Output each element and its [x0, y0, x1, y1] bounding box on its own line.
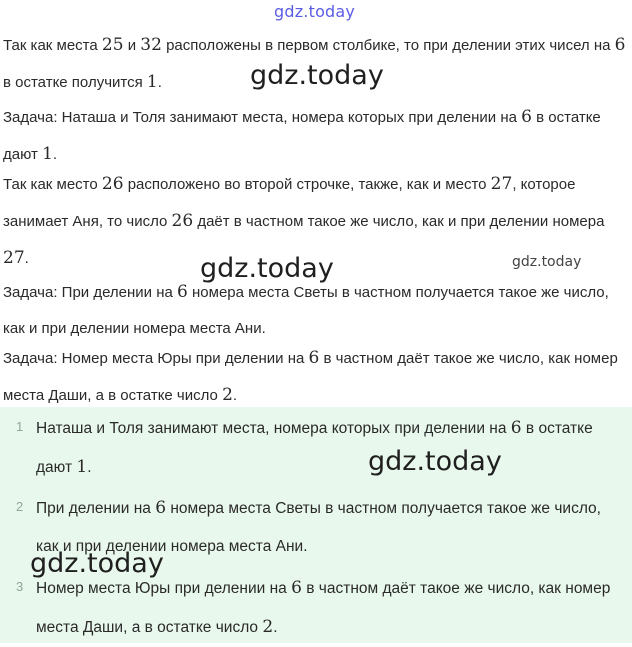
text: в частном даёт такое же число, как номер места Даши, а в остатке число	[36, 580, 611, 636]
watermark: gdz.today	[368, 446, 502, 477]
number: 6	[177, 282, 188, 302]
number: 6	[291, 578, 302, 598]
number: 2	[262, 617, 274, 637]
text: номера места Светы в частном получается такое же число, как и при делении номера места Ани.	[36, 500, 601, 555]
number: 1	[146, 72, 158, 92]
text: .	[157, 74, 162, 91]
text: расположены в первом столбике, то при делении этих чисел на	[161, 37, 615, 54]
text: в остатке дают	[36, 420, 593, 476]
text: .	[52, 146, 58, 163]
number: 25	[101, 35, 124, 55]
answer-number: 2	[16, 499, 24, 514]
answer-number: 1	[16, 419, 24, 434]
text: Номер места Юры при делении на	[36, 580, 292, 597]
number: 26	[171, 211, 194, 231]
number: 1	[76, 457, 88, 477]
number: 6	[308, 348, 320, 368]
text: в остатке получится	[3, 74, 147, 91]
paragraph-5	[3, 340, 629, 414]
text: расположено во второй строчке, также, как и место	[123, 176, 491, 193]
number: 1	[42, 144, 53, 164]
site-logo: gdz.today	[274, 2, 356, 21]
answer-box	[0, 407, 632, 643]
number: 2	[222, 385, 233, 405]
number: 26	[101, 174, 124, 194]
number: 32	[140, 35, 162, 55]
number: 6	[510, 418, 522, 438]
watermark: gdz.today	[512, 254, 582, 270]
text: .	[273, 619, 278, 636]
watermark: gdz.today	[200, 253, 334, 284]
text: Задача: При делении на	[3, 284, 178, 301]
answer-text	[36, 409, 626, 487]
paragraph-4	[3, 274, 629, 347]
watermark: gdz.today	[250, 60, 384, 91]
answer-text	[36, 569, 626, 647]
text: в частном даёт такое же число, как номер места Даши, а в остатке число	[3, 350, 618, 404]
text: в остатке дают	[3, 109, 601, 163]
text: Так как место	[3, 176, 102, 193]
number: 6	[155, 498, 167, 518]
paragraph-2	[3, 99, 629, 173]
watermark: gdz.today	[30, 548, 164, 579]
text: .	[87, 459, 92, 476]
text: номера места Светы в частном получается такое же число, как и при делении номера места Ани.	[3, 284, 609, 337]
text: Задача: Номер места Юры при делении на	[3, 350, 309, 367]
text: .	[24, 250, 29, 267]
number: 27	[3, 248, 25, 268]
text: При делении на	[36, 500, 156, 517]
text: , которое занимает Аня, то число	[3, 176, 576, 230]
number: 6	[614, 35, 626, 55]
text: и	[123, 37, 141, 54]
text: Так как места	[3, 37, 102, 54]
text: .	[232, 387, 238, 404]
text: Задача: Наташа и Толя занимают места, номера которых при делении на	[3, 109, 522, 126]
text: Наташа и Толя занимают места, номера которых при делении на	[36, 420, 511, 437]
number: 27	[490, 174, 513, 194]
number: 6	[521, 107, 532, 127]
text: даёт в частном такое же число, как и при делении номера	[193, 213, 605, 230]
answer-number: 3	[16, 579, 24, 594]
